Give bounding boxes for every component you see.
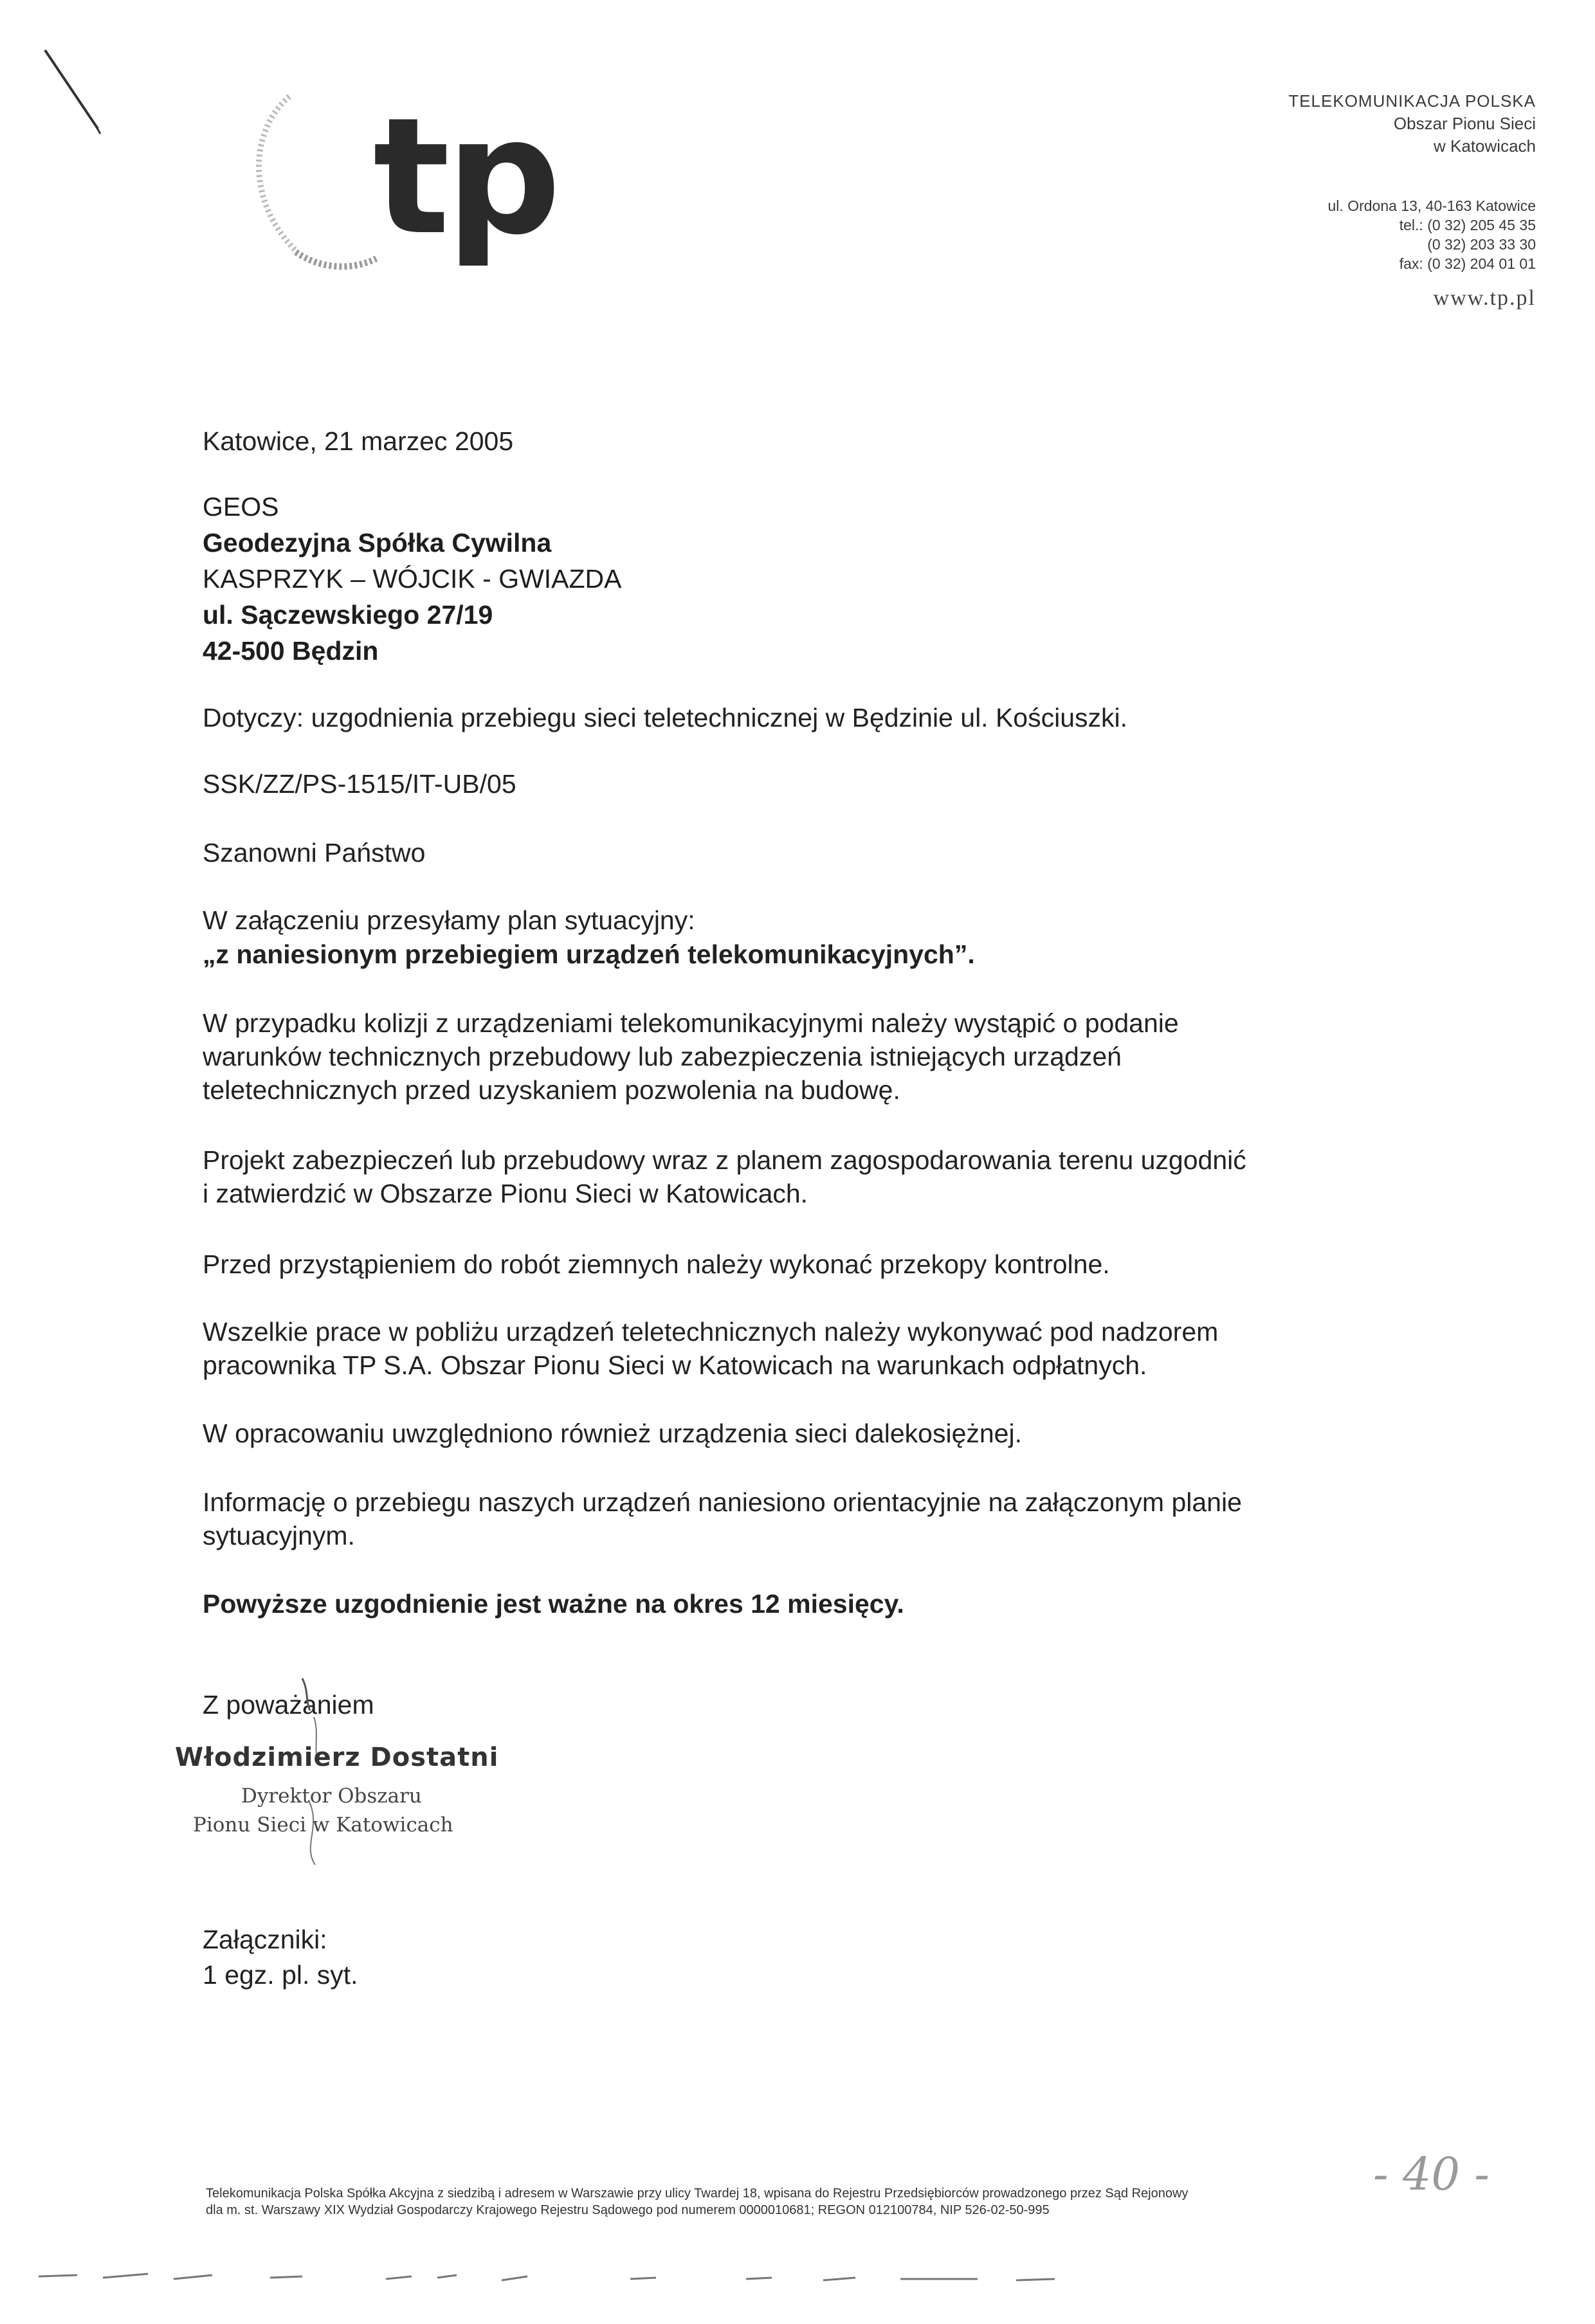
paragraph-1-line-1: W przypadku kolizji z urządzeniami telekomunikacyjnymi należy wystąpić o podanie [203,1008,1179,1038]
recipient-line-3: KASPRZYK – WÓJCIK - GWIAZDA [203,564,622,594]
website-link[interactable]: www.tp.pl [1433,286,1536,310]
recipient-line-1: GEOS [203,492,279,522]
paragraph-3: Przed przystąpieniem do robót ziemnych należy wykonać przekopy kontrolne. [203,1249,1110,1279]
attachments-item: 1 egz. pl. syt. [203,1960,358,1990]
greeting: Szanowni Państwo [203,838,426,867]
phone-2: (0 32) 203 33 30 [1427,236,1536,253]
paragraph-1-line-3: teletechnicznych przed uzyskaniem pozwolenia na budowę. [203,1075,900,1105]
company-division: Obszar Pionu Sieci [1393,114,1536,133]
attachments-label: Załączniki: [203,1925,327,1954]
paragraph-2-line-2: i zatwierdzić w Obszarze Pionu Sieci w Katowicach. [203,1179,808,1208]
tp-logo [232,84,566,289]
recipient-line-2: Geodezyjna Spółka Cywilna [203,528,552,558]
company-name: TELEKOMUNIKACJA POLSKA [1288,91,1536,111]
scan-edge-artifacts [0,2264,1595,2302]
recipient-line-5: 42-500 Będzin [203,636,379,666]
street-address: ul. Ordona 13, 40-163 Katowice [1327,197,1536,214]
footer-line-2: dla m. st. Warszawy XIX Wydział Gospodarczy Krajowego Rejestru Sądowego pod numerem 0000010681; REGON 012100784, NIP 526-02-50-995 [206,2203,1050,2217]
signatory-stamp-name: Włodzimierz Dostatni [175,1743,499,1772]
plan-title: „z naniesionym przebiegiem urządzeń telekomunikacyjnych”. [203,940,975,969]
scan-mark [39,45,109,141]
contact-block [1328,196,1536,273]
recipient-block [203,489,622,669]
signatory-title-2: Pionu Sieci w Katowicach [193,1813,453,1837]
paragraph-5: W opracowaniu uwzględniono również urządzenia sieci dalekosiężnej. [203,1419,1022,1448]
fax-number: fax: (0 32) 204 01 01 [1399,255,1536,272]
date-line: Katowice, 21 marzec 2005 [203,426,514,456]
intro-line: W załączeniu przesyłamy plan sytuacyjny: [203,905,695,935]
closing: Z poważaniem [203,1690,374,1720]
validity-note: Powyższe uzgodnienie jest ważne na okres 12 miesięcy. [203,1589,904,1619]
paragraph-4-line-1: Wszelkie prace w pobliżu urządzeń teletechnicznych należy wykonywać pod nadzorem [203,1317,1219,1347]
legal-footer [206,2185,1383,2219]
paragraph-6 [203,1485,1242,1552]
footer-line-1: Telekomunikacja Polska Spółka Akcyjna z siedzibą i adresem w Warszawie przy ulicy Twardej 18, wpisana do Rejestru Przedsiębiorców prowadzonego przez Sąd Rejonowy [206,2186,1189,2201]
logo-text: tp [373,83,558,270]
reference-number: SSK/ZZ/PS-1515/IT-UB/05 [203,769,516,799]
paragraph-6-line-2: sytuacyjnym. [203,1521,355,1550]
signatory-title-1: Dyrektor Obszaru [241,1784,422,1808]
paragraph-2-line-1: Projekt zabezpieczeń lub przebudowy wraz z planem zagospodarowania terenu uzgodnić [203,1145,1246,1175]
paragraph-2 [203,1143,1246,1210]
phone-1: tel.: (0 32) 205 45 35 [1399,217,1536,233]
recipient-line-4: ul. Sączewskiego 27/19 [203,600,493,630]
subject-line: Dotyczy: uzgodnienia przebiegu sieci teletechnicznej w Będzinie ul. Kościuszki. [203,703,1128,732]
handwritten-page-number: - 40 - [1373,2148,1490,2201]
paragraph-1-line-2: warunków technicznych przebudowy lub zabezpieczenia istniejących urządzeń [203,1042,1122,1071]
paragraph-4 [203,1315,1218,1382]
company-city: w Katowicach [1434,136,1536,156]
paragraph-4-line-2: pracownika TP S.A. Obszar Pionu Sieci w Katowicach na warunkach odpłatnych. [203,1350,1147,1380]
paragraph-6-line-1: Informację o przebiegu naszych urządzeń naniesiono orientacyjnie na załączonym planie [203,1487,1242,1517]
paragraph-1 [203,1006,1179,1107]
